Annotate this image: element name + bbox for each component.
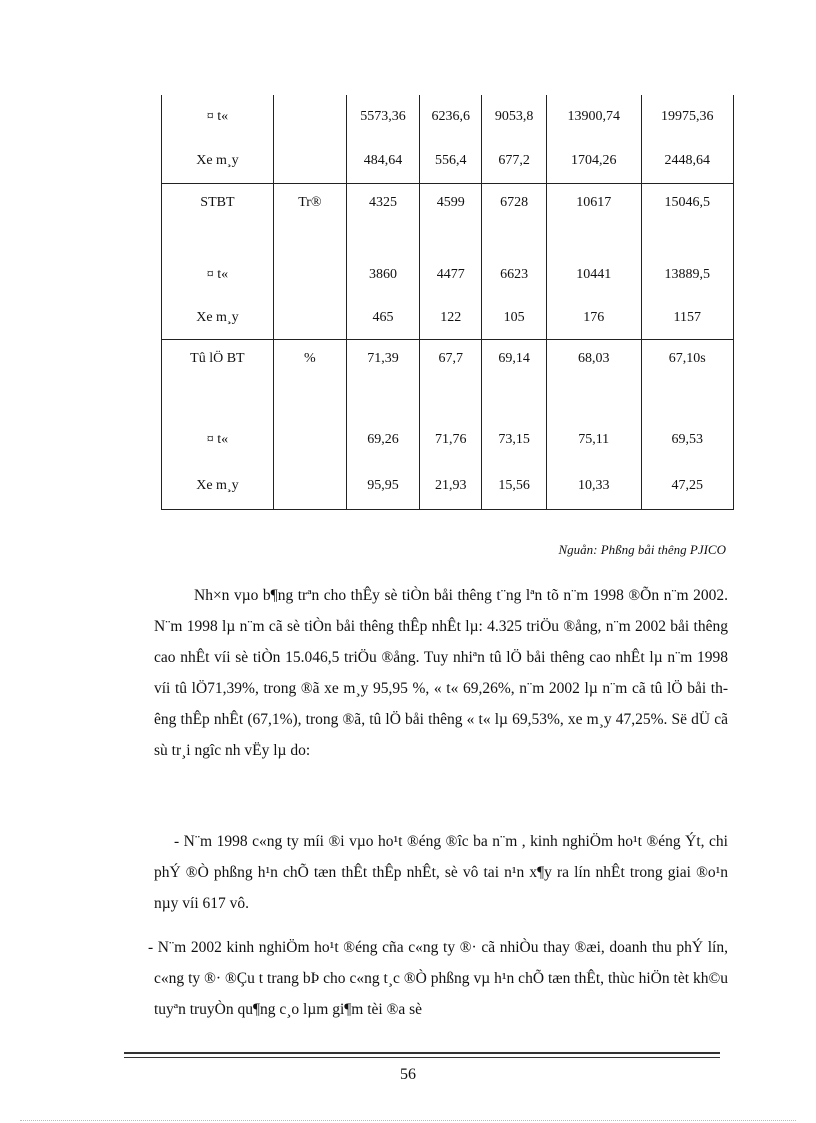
paragraph-1998: - N¨m 1998 c«ng ty míi ®i vµo ho¹t ®éng ®îc ba n¨m , kinh nghiÖm ho¹t ®éng Ýt, chi phÝ ®Ò phßng h¹n chÕ tæn thÊt thÊp nhÊt, sè vô tai n¹n x¶y ra lín nhÊt trong giai ®o¹n nµy víi 617 vô.	[154, 833, 728, 912]
row-label-cell	[162, 223, 274, 253]
value-cell: 10441	[546, 253, 641, 297]
table-row	[162, 339, 734, 379]
table-body	[162, 95, 734, 509]
value-cell: 68,03	[546, 339, 641, 379]
value-cell: 4599	[420, 183, 482, 223]
table-row	[162, 95, 734, 139]
table-row	[162, 139, 734, 183]
unit-cell: %	[273, 339, 346, 379]
row-label-cell	[162, 379, 274, 417]
value-cell: 19975,36	[641, 95, 734, 139]
value-cell: 10617	[546, 183, 641, 223]
value-cell: 176	[546, 297, 641, 339]
row-label-cell: ¤ t«	[162, 95, 274, 139]
row-label-cell: Xe m¸y	[162, 463, 274, 509]
value-cell	[346, 223, 419, 253]
value-cell	[482, 223, 547, 253]
value-cell: 9053,8	[482, 95, 547, 139]
value-cell: 47,25	[641, 463, 734, 509]
value-cell: 10,33	[546, 463, 641, 509]
row-label-cell: ¤ t«	[162, 253, 274, 297]
compensation-table	[161, 95, 734, 510]
value-cell: 67,10s	[641, 339, 734, 379]
value-cell: 95,95	[346, 463, 419, 509]
table-row	[162, 253, 734, 297]
value-cell: 105	[482, 297, 547, 339]
unit-cell	[273, 139, 346, 183]
table-row	[162, 223, 734, 253]
value-cell: 15,56	[482, 463, 547, 509]
value-cell: 484,64	[346, 139, 419, 183]
row-label-cell: Xe m¸y	[162, 139, 274, 183]
table-row	[162, 297, 734, 339]
row-label-cell: Xe m¸y	[162, 297, 274, 339]
table-row	[162, 417, 734, 463]
value-cell	[546, 379, 641, 417]
value-cell: 6236,6	[420, 95, 482, 139]
unit-cell	[273, 223, 346, 253]
value-cell: 122	[420, 297, 482, 339]
footer-rule-bottom	[124, 1057, 720, 1058]
value-cell: 4325	[346, 183, 419, 223]
value-cell: 465	[346, 297, 419, 339]
unit-cell	[273, 463, 346, 509]
value-cell	[641, 379, 734, 417]
value-cell: 69,14	[482, 339, 547, 379]
unit-cell	[273, 253, 346, 297]
value-cell	[641, 223, 734, 253]
value-cell: 75,11	[546, 417, 641, 463]
paragraph-2002: - N¨m 2002 kinh nghiÖm ho¹t ®éng cña c«ng ty ®· cã nhiÒu thay ®æi, doanh thu phÝ lín, c«ng ty ®· ®Çu t trang bÞ cho c«ng t¸c ®Ò phßng vµ h¹n chÕ tæn thÊt, thùc hiÖn tèt kh©u tuyªn truyÒn qu¶ng c¸o lµm gi¶m tèi ®a sè	[148, 939, 728, 1018]
paragraph-summary: Nh×n vµo b¶ng trªn cho thÊy sè tiÒn båi thêng t¨ng lªn tõ n¨m 1998 ®Õn n¨m 2002. N¨m 1998 lµ n¨m cã sè tiÒn båi thêng thÊp nhÊt lµ: 4.325 triÖu ®ång, n¨m 2002 båi thêng cao nhÊt víi sè tiÒn 15.046,5 triÖu ®ång. Tuy nhiªn tû lÖ båi thêng cao nhÊt lµ n¨m 1998 víi tû lÖ71,39%, trong ®ã xe m¸y 95,95 %, « t« 69,26%, n¨m 2002 lµ n¨m cã tû lÖ båi thêng thÊp nhÊt (67,1%), trong ®ã, tû lÖ båi thêng « t« lµ 69,53%, xe m¸y 47,25%. Së dÜ cã sù tr¸i ngîc nh vËy lµ do:	[154, 587, 728, 759]
value-cell: 556,4	[420, 139, 482, 183]
value-cell: 71,39	[346, 339, 419, 379]
value-cell: 4477	[420, 253, 482, 297]
value-cell	[420, 223, 482, 253]
value-cell: 1157	[641, 297, 734, 339]
value-cell: 13889,5	[641, 253, 734, 297]
value-cell: 71,76	[420, 417, 482, 463]
table-row	[162, 463, 734, 509]
value-cell: 1704,26	[546, 139, 641, 183]
unit-cell	[273, 379, 346, 417]
row-label-cell: Tû lÖ BT	[162, 339, 274, 379]
value-cell: 69,26	[346, 417, 419, 463]
value-cell: 21,93	[420, 463, 482, 509]
value-cell: 13900,74	[546, 95, 641, 139]
value-cell: 6623	[482, 253, 547, 297]
unit-cell: Tr®	[273, 183, 346, 223]
unit-cell	[273, 417, 346, 463]
value-cell: 3860	[346, 253, 419, 297]
table-source-note: Nguån: Phßng båi thêng PJICO	[558, 542, 726, 557]
value-cell: 69,53	[641, 417, 734, 463]
value-cell: 67,7	[420, 339, 482, 379]
value-cell: 5573,36	[346, 95, 419, 139]
value-cell: 15046,5	[641, 183, 734, 223]
value-cell	[546, 223, 641, 253]
unit-cell	[273, 95, 346, 139]
unit-cell	[273, 297, 346, 339]
value-cell	[346, 379, 419, 417]
value-cell: 6728	[482, 183, 547, 223]
table-row	[162, 183, 734, 223]
row-label-cell: STBT	[162, 183, 274, 223]
page-edge-dotted-line	[20, 1120, 796, 1121]
value-cell: 2448,64	[641, 139, 734, 183]
table-row	[162, 379, 734, 417]
value-cell	[482, 379, 547, 417]
page-number: 56	[400, 1066, 416, 1083]
footer-rule-top	[124, 1052, 720, 1054]
value-cell: 73,15	[482, 417, 547, 463]
value-cell	[420, 379, 482, 417]
row-label-cell: ¤ t«	[162, 417, 274, 463]
value-cell: 677,2	[482, 139, 547, 183]
